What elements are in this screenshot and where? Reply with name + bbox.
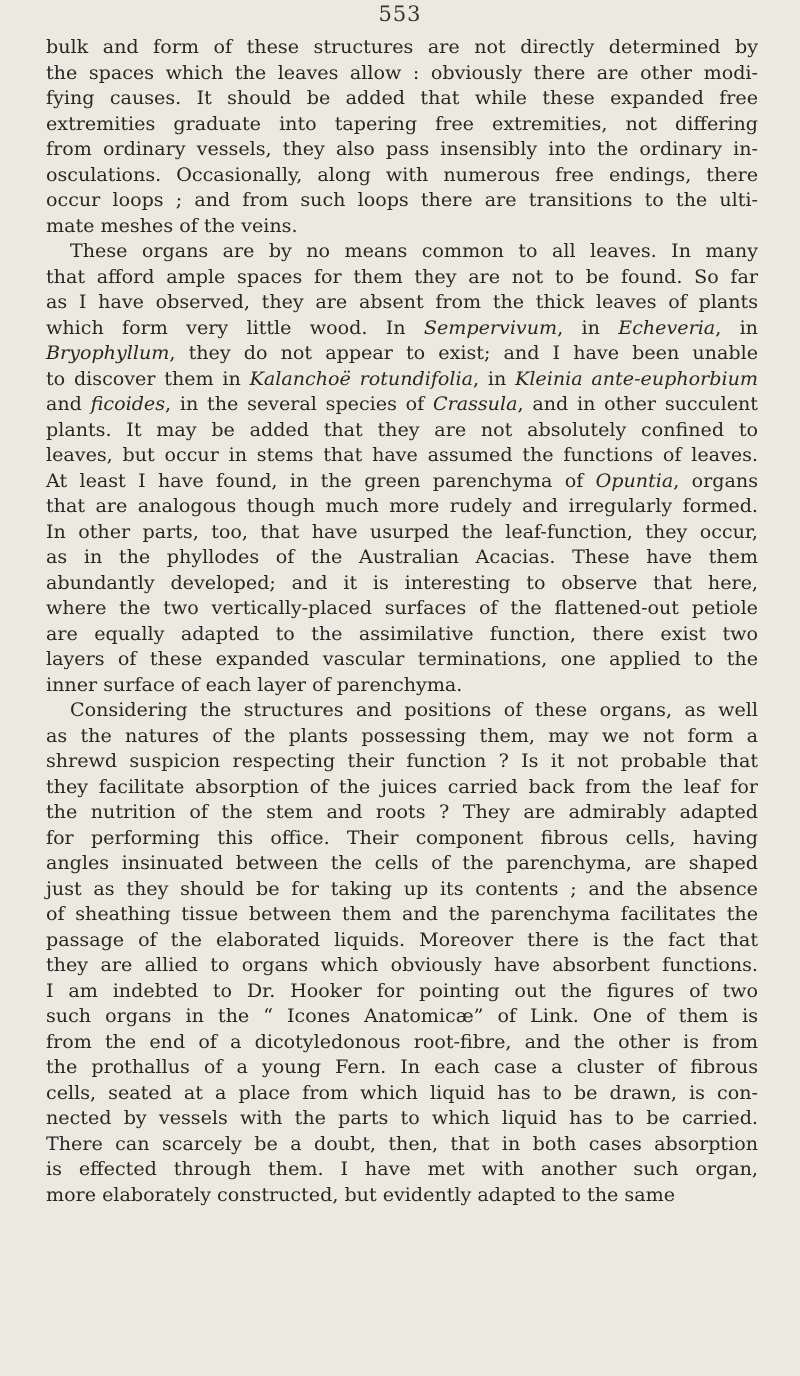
- text-line: inner surface of each layer of parenchyma.: [46, 672, 463, 696]
- text-line: the spaces which the leaves allow : obviously there are other modi-: [46, 60, 758, 84]
- text-line: which form very little wood. In Sempervivum, in Echeveria, in: [46, 315, 758, 339]
- text-line: such organs in the “ Icones Anatomicæ” of Link. One of them is: [46, 1004, 758, 1027]
- text-line: just as they should be for taking up its contents ; and the absence: [46, 876, 758, 900]
- page-number: 553: [378, 2, 422, 26]
- text-line: of sheathing tissue between them and the parenchyma facilitates the: [46, 902, 758, 925]
- italic-term: Opuntia: [595, 468, 674, 492]
- italic-term: ficoides: [90, 392, 166, 415]
- text-line: from the end of a dicotyledonous root-fibre, and the other is from: [46, 1029, 758, 1053]
- text-line: more elaborately constructed, but evidently adapted to the same: [46, 1182, 676, 1206]
- text-line: passage of the elaborated liquids. Moreover there is the fact that: [46, 927, 758, 951]
- italic-term: Echeveria: [618, 315, 716, 339]
- text-line: occur loops ; and from such loops there are transitions to the ulti-: [46, 188, 758, 211]
- italic-term: Sempervivum: [423, 315, 558, 339]
- text-line: There can scarcely be a doubt, then, that in both cases absorption: [46, 1131, 758, 1155]
- text-line: for performing this office. Their component fibrous cells, having: [46, 825, 758, 849]
- text-line: I am indebted to Dr. Hooker for pointing out the figures of two: [46, 978, 758, 1002]
- text-line: At least I have found, in the green parenchyma of Opuntia, organs: [46, 468, 758, 492]
- text-line: the prothallus of a young Fern. In each case a cluster of fibrous: [46, 1055, 758, 1078]
- text-line: is effected through them. I have met with another such organ,: [46, 1157, 758, 1180]
- text-line: shrewd suspicion respecting their function ? Is it not probable that: [46, 749, 758, 772]
- text-line: angles insinuated between the cells of the parenchyma, are shaped: [46, 851, 758, 874]
- text-line: are equally adapted to the assimilative function, there exist two: [46, 621, 758, 645]
- paragraph: [46, 238, 758, 697]
- text-line: and ficoides, in the several species of Crassula, and in other succulent: [46, 392, 758, 415]
- text-line: as the natures of the plants possessing them, may we not form a: [46, 723, 758, 747]
- text-line: Bryophyllum, they do not appear to exist; and I have been unable: [46, 341, 758, 364]
- text-line: osculations. Occasionally, along with numerous free endings, there: [46, 162, 758, 186]
- text-line: they are allied to organs which obviously have absorbent functions.: [46, 953, 758, 976]
- text-line: extremities graduate into tapering free extremities, not differing: [46, 111, 758, 135]
- text-line: that are analogous though much more rudely and irregularly formed.: [46, 494, 758, 517]
- text-line: Considering the structures and positions of these organs, as well: [70, 698, 758, 721]
- italic-term: Kalanchoë rotundifolia: [249, 366, 474, 390]
- text-line: that afford ample spaces for them they are not to be found. So far: [46, 264, 758, 288]
- text-line: as in the phyllodes of the Australian Acacias. These have them: [46, 545, 758, 568]
- text-line: leaves, but occur in stems that have assumed the functions of leaves.: [46, 443, 758, 466]
- text-line: In other parts, too, that have usurped the leaf-function, they occur,: [46, 519, 758, 543]
- paragraph: [46, 34, 758, 238]
- text-line: cells, seated at a place from which liquid has to be drawn, is con-: [46, 1080, 758, 1104]
- text-line: fying causes. It should be added that while these expanded free: [46, 86, 758, 109]
- text-line: layers of these expanded vascular terminations, one applied to the: [46, 647, 758, 670]
- text-line: to discover them in Kalanchoë rotundifolia, in Kleinia ante-euphorbium: [46, 366, 758, 390]
- text-line: mate meshes of the veins.: [46, 213, 298, 237]
- text-line: as I have observed, they are absent from the thick leaves of plants: [46, 290, 758, 313]
- text-line: plants. It may be added that they are not absolutely confined to: [46, 417, 758, 441]
- paragraph: [46, 697, 758, 1207]
- text-line: abundantly developed; and it is interesting to observe that here,: [46, 570, 758, 594]
- text-line: the nutrition of the stem and roots ? They are admirably adapted: [46, 800, 758, 823]
- text-line: These organs are by no means common to all leaves. In many: [70, 239, 758, 262]
- text-line: bulk and form of these structures are not directly determined by: [46, 35, 758, 58]
- italic-term: Kleinia ante-euphorbium: [515, 366, 758, 390]
- text-line: they facilitate absorption of the juices carried back from the leaf for: [46, 774, 758, 798]
- text-line: where the two vertically-placed surfaces of the flattened-out petiole: [46, 596, 758, 619]
- text-line: nected by vessels with the parts to which liquid has to be carried.: [46, 1106, 758, 1129]
- italic-term: Bryophyllum: [46, 341, 170, 364]
- italic-term: Crassula: [432, 392, 518, 415]
- text-line: from ordinary vessels, they also pass insensibly into the ordinary in-: [46, 137, 758, 160]
- body-text: [46, 34, 758, 1207]
